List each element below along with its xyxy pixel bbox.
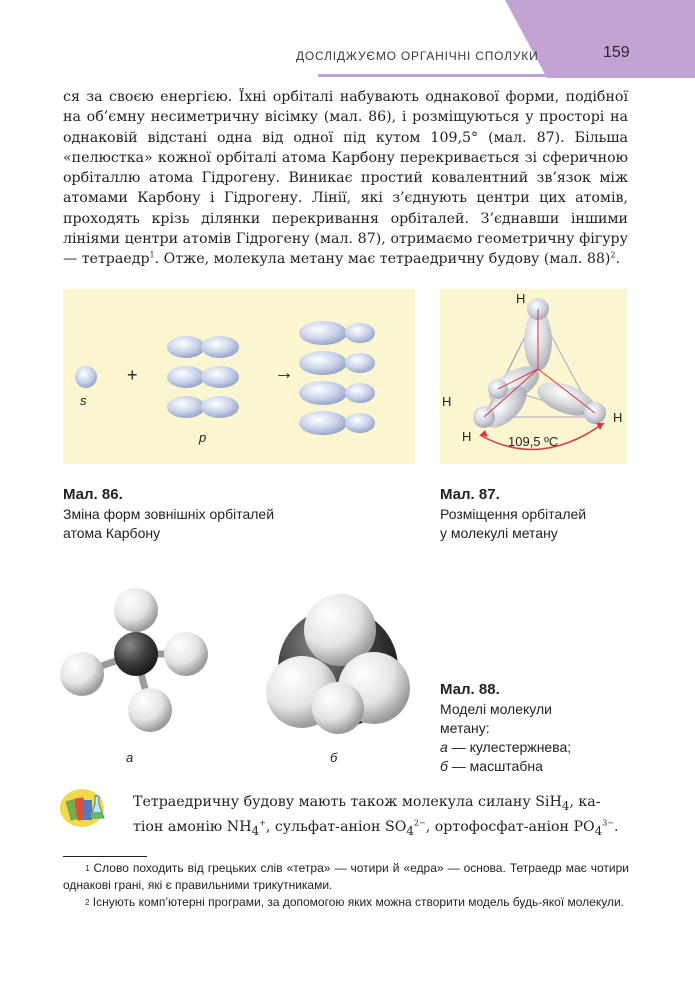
footnote-ref-2[interactable]: 2 [610, 250, 616, 260]
h-label-top: H [516, 291, 526, 306]
space-filling-model [266, 594, 410, 734]
angle-label: 109,5 ºC [508, 434, 559, 449]
h-label-left: H [442, 394, 452, 409]
p-orbital [167, 396, 239, 418]
main-paragraph: ся за своєю енергією. Їхні орбіталі набувають однакової форми, подібної на об’ємну несиметричну вісімку (мал. 86), і розміщуються у просторі на однаковій відстані одна від одної під кутом 109,5° (мал. 87). Більша «пелюстка» кожної орбіталі атома Карбону перекривається зі сферичною орбіталлю атома Гідрогену. Виникає простий ковалентний зв’язок між атомами Карбону і Гідрогену. Лінії, які з’єднують центри цих атомів, проходять крізь ділянки перекривання орбіталей. З’єднавши іншими лініями центри атомів Гідрогену (мал. 87), отримаємо геометричну фігуру — тетраедр$^1$. Отже, молекула метану має тетраедричну будову (мал. 88)$^2$. [63, 89, 628, 268]
caption-86: Мал. 86. Зміна форм зовнішніх орбіталей атома Карбону [63, 486, 275, 541]
figure-86 [63, 289, 415, 464]
h-label-bottom: H [462, 429, 472, 444]
p-orbital [167, 366, 239, 388]
label-s: s [80, 393, 87, 408]
label-p: p [199, 430, 207, 445]
footnote-2: $^2$ Існують комп’ютерні програми, за допомогою яких можна створити модель будь-якої молекули. [85, 895, 624, 909]
label-a: а [126, 750, 134, 765]
s-orbital [75, 366, 97, 388]
plus-sign: + [127, 365, 138, 385]
footnote-ref-1[interactable]: 1 [149, 250, 155, 260]
h-label-right: H [613, 410, 623, 425]
footnote-rule [63, 856, 147, 857]
section-title: ДОСЛІДЖУЄМО ОРГАНІЧНІ СПОЛУКИ [296, 49, 539, 63]
header-rule [318, 74, 695, 77]
figure-88 [40, 582, 440, 782]
figure-87 [440, 289, 627, 464]
footnote-1: $^1$ Слово походить від грецьких слів «тетра» — чотири й «едра» — основа. Тетраедр має чотири однакові грані, які є правильними трикутниками. [63, 861, 630, 892]
footnotes [63, 860, 629, 911]
ball-and-stick-model [60, 588, 208, 732]
caption-88: Мал. 88. Моделі молекули метану: а — кулестержнева; б — масштабна [440, 681, 572, 774]
methane-models [40, 582, 440, 782]
caption-87: Мал. 87. Розміщення орбіталей у молекулі метану [440, 486, 587, 541]
corner-decoration [495, 0, 695, 78]
note-text: Тетраедричну будову мають також молекула силану SiH$_4$, ка- тіон амонію $NH_4^+$, сульфат-аніон $SO_4^{2-}$, ортофосфат-аніон $PO_4^{3-}$. [133, 794, 619, 838]
page-number: 159 [603, 44, 630, 61]
hybrid-orbital [299, 351, 375, 375]
p-orbital [167, 336, 239, 358]
orbital-shapes-diagram [63, 289, 415, 464]
label-b: б [330, 750, 338, 765]
arrow-icon: → [274, 362, 294, 384]
hybrid-orbital [299, 321, 375, 345]
hybrid-orbital [299, 381, 375, 405]
hybrid-orbital [299, 411, 375, 435]
chemistry-books-flask-icon [60, 786, 108, 828]
